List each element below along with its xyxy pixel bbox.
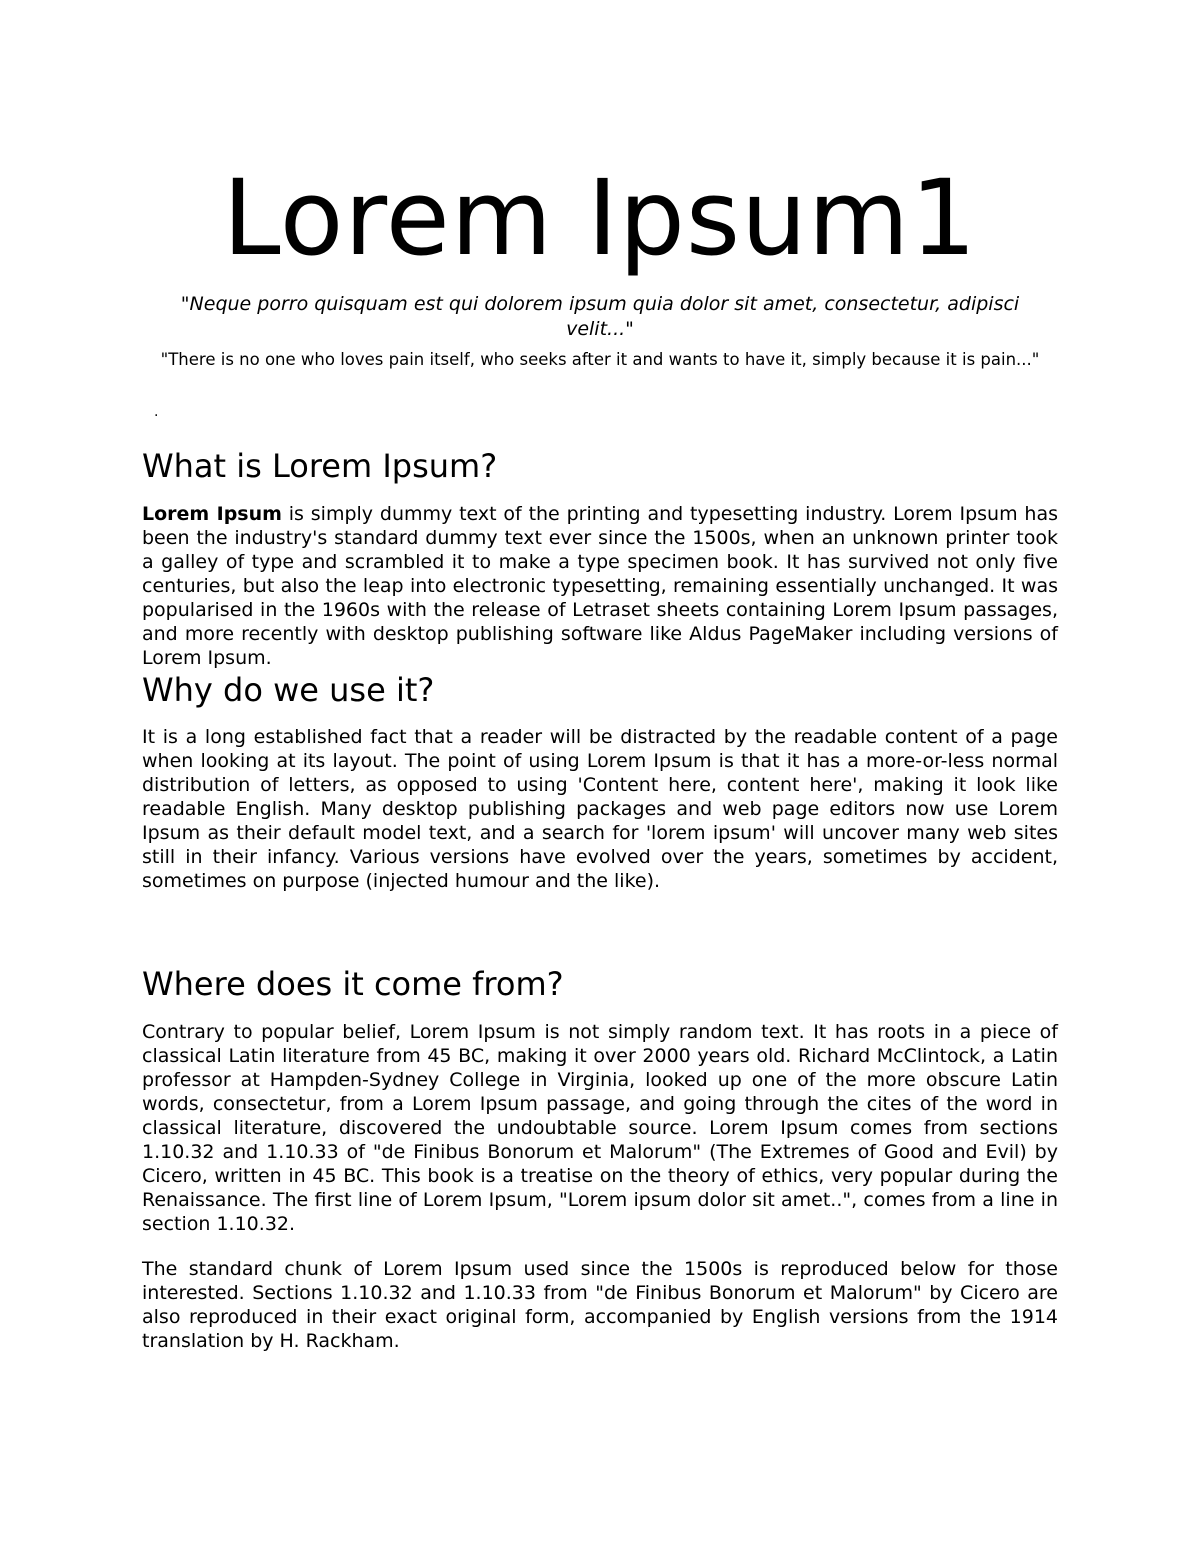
stray-mark: . xyxy=(154,404,159,420)
section-body-why: It is a long established fact that a reader will be distracted by the readable content of a page when looking at its layout. The point of using Lorem Ipsum is that it has a more-or-less normal distribution of letters, as opposed to using 'Content here, content here', making it look like readable English. Many desktop publishing packages and web page editors now use Lorem Ipsum as their default model text, and a search for 'lorem ipsum' will uncover many web sites still in their infancy. Various versions have evolved over the years, sometimes by accident, sometimes on purpose (injected humour and the like). xyxy=(142,726,1058,892)
latin-quote: "Neque porro quisquam est qui dolorem ipsum quia dolor sit amet, consectetur, adipisci velit..." xyxy=(180,293,1020,340)
section-heading-why: Why do we use it? xyxy=(142,671,435,709)
section-body-where-2: The standard chunk of Lorem Ipsum used since the 1500s is reproduced below for those interested. Sections 1.10.32 and 1.10.33 from "de Finibus Bonorum et Malorum" by Cicero are also reproduced in their exact original form, accompanied by English versions from the 1914 translation by H. Rackham. xyxy=(142,1258,1058,1352)
section-heading-where: Where does it come from? xyxy=(142,965,564,1003)
section-body-what-text: is simply dummy text of the printing and typesetting industry. Lorem Ipsum has been the industry's standard dummy text ever since the 1500s, when an unknown printer took a galley of type and scrambled it to make a type specimen book. It has survived not only five centuries, but also the leap into electronic typesetting, remaining essentially unchanged. It was popularised in the 1960s with the release of Letraset sheets containing Lorem Ipsum passages, and more recently with desktop publishing software like Aldus PageMaker including versions of Lorem Ipsum. xyxy=(142,503,1058,669)
lead-bold-term: Lorem Ipsum xyxy=(142,503,282,525)
section-body-where: Contrary to popular belief, Lorem Ipsum is not simply random text. It has roots in a piece of classical Latin literature from 45 BC, making it over 2000 years old. Richard McClintock, a Latin professor at Hampden-Sydney College in Virginia, looked up one of the more obscure Latin words, consectetur, from a Lorem Ipsum passage, and going through the cites of the word in classical literature, discovered the undoubtable source. Lorem Ipsum comes from sections 1.10.32 and 1.10.33 of "de Finibus Bonorum et Malorum" (The Extremes of Good and Evil) by Cicero, written in 45 BC. This book is a treatise on the theory of ethics, very popular during the Renaissance. The first line of Lorem Ipsum, "Lorem ipsum dolor sit amet..", comes from a line in section 1.10.32. xyxy=(142,1021,1058,1235)
english-quote: "There is no one who loves pain itself, who seeks after it and wants to have it, simply because it is pain..." xyxy=(160,350,1040,369)
section-heading-what: What is Lorem Ipsum? xyxy=(142,447,498,485)
section-body-what xyxy=(142,502,1058,670)
document-title: Lorem Ipsum1 xyxy=(222,157,978,279)
